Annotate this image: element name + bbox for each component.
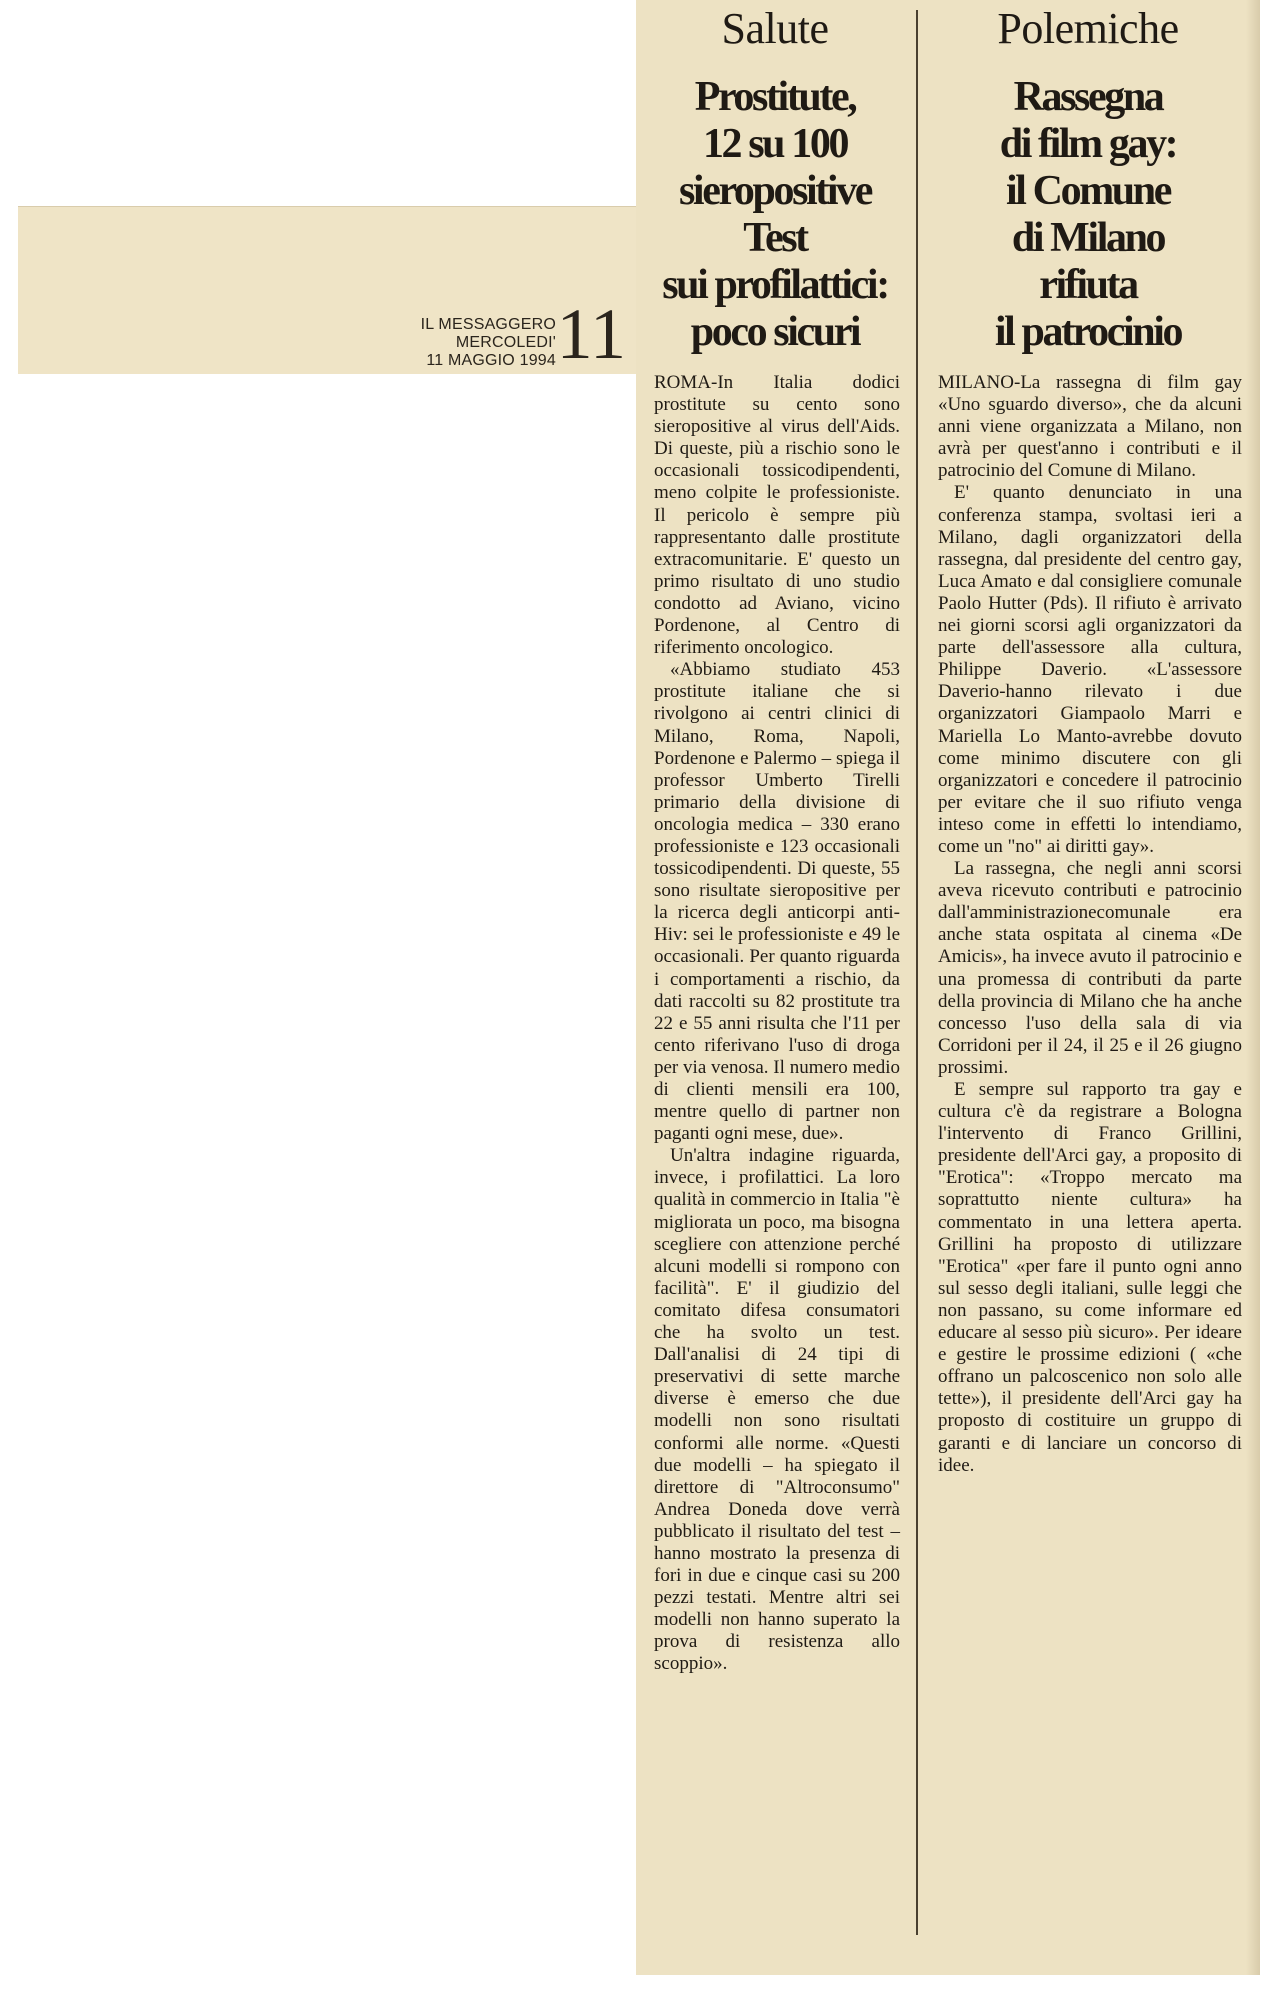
headline-line: 12 su 100: [702, 121, 848, 167]
section-label: Polemiche: [997, 4, 1179, 53]
page-number: 11: [556, 294, 626, 374]
article-body: [928, 372, 1248, 1477]
headline-line: il patrocinio: [994, 309, 1182, 355]
headline-line: Prostitute,: [694, 74, 856, 120]
article-headline: [928, 74, 1248, 372]
newspaper-name: IL MESSAGGERO: [420, 316, 556, 333]
headline-line: poco sicuri: [690, 309, 860, 355]
headline-line: di Milano: [1011, 215, 1165, 261]
headline-line: di film gay:: [999, 121, 1177, 167]
body-paragraph: ROMA-In Italia dodici prostitute su cento sono sieropositive al virus dell'Aids. Di queste, più a rischio sono le occasionali tossicodipendenti, meno colpite le professioniste. Il pericolo è sempre più rappresentanto dalle prostitute extracomunitarie. E' questo un primo risultato di uno studio condotto ad Aviano, vicino Pordenone, al Centro di riferimento oncologico.: [654, 372, 900, 659]
headline-line: il Comune: [1006, 168, 1170, 214]
article-polemiche: [928, 0, 1248, 1477]
article-headline: [644, 74, 906, 372]
issue-date: 11 MAGGIO 1994: [426, 352, 556, 369]
headline-line: Rassegna: [1013, 74, 1163, 120]
body-paragraph: Un'altra indagine riguarda, invece, i profilattici. La loro qualità in commercio in Italia "è migliorata un poco, ma bisogna scegliere con attenzione perché alcuni modelli si rompono con facilità". E' il giudizio del comitato difesa consumatori che ha svolto un test. Dall'analisi di 24 tipi di preservativi di sette marche diverse è emerso che due modelli non sono risultati conformi alle norme. «Questi due modelli – ha spiegato il direttore di "Altroconsumo" Andrea Doneda dove verrà pubblicato il risultato del test – hanno mostrato la presenza di fori in due e cinque casi su 200 pezzi testati. Mentre altri sei modelli non hanno superato la prova di resistenza allo scoppio».: [654, 1145, 900, 1675]
masthead-strip: [18, 206, 636, 374]
body-paragraph: E sempre sul rapporto tra gay e cultura c'è da registrare a Bologna l'intervento di Franco Grillini, presidente dell'Arci gay, a proposito di "Erotica": «Troppo mercato ma soprattutto niente cultura» ha commentato in una lettera aperta. Grillini ha proposto di utilizzare "Erotica" «per fare il punto ogni anno sul sesso degli italiani, sulle leggi che non passano, su come informare ed educare al sesso più sicuro». Per ideare e gestire le prossime edizioni ( «che offrano un palcoscenico non solo alle tette»), il presidente dell'Arci gay ha proposto di costituire un gruppo di garanti e di lanciare un concorso di idee.: [938, 1079, 1242, 1476]
headline-line: Test: [743, 215, 807, 261]
section-label: Salute: [721, 4, 829, 53]
column-divider: [916, 10, 918, 1935]
headline-line: sieropositive: [678, 168, 871, 214]
newspaper-clipping: [636, 0, 1260, 1975]
headline-line: sui profilattici:: [662, 262, 888, 308]
weekday: MERCOLEDI': [455, 334, 556, 351]
article-body: [644, 372, 906, 1676]
masthead-text: [421, 316, 556, 370]
article-salute: [644, 0, 906, 1676]
body-paragraph: «Abbiamo studiato 453 prostitute italiane che si rivolgono ai centri clinici di Milano, Roma, Napoli, Pordenone e Palermo – spiega il professor Umberto Tirelli primario della divisione di oncologia medica – 330 erano professioniste e 123 occasionali tossicodipendenti. Di queste, 55 sono risultate sieropositive per la ricerca degli anticorpi anti-Hiv: sei le professioniste e 49 le occasionali. Per quanto riguarda i comportamenti a rischio, da dati raccolti su 82 prostitute tra 22 e 55 anni risulta che l'11 per cento riferivano l'uso di droga per via venosa. Il numero medio di clienti mensili era 100, mentre quello di partner non paganti ogni mese, due».: [654, 659, 900, 1145]
body-paragraph: La rassegna, che negli anni scorsi aveva ricevuto contributi e patrocinio dall'amministrazionecomunale era anche stata ospitata al cinema «De Amicis», ha invece avuto il patrocinio e una promessa di contributi da parte della provincia di Milano che ha anche concesso l'uso della sala di via Corridoni per il 24, il 25 e il 26 giugno prossimi.: [938, 858, 1242, 1078]
body-paragraph: E' quanto denunciato in una conferenza stampa, svoltasi ieri a Milano, dagli organizzatori della rassegna, dal presidente del centro gay, Luca Amato e dal consigliere comunale Paolo Hutter (Pds). Il rifiuto è arrivato nei giorni scorsi agli organizzatori da parte dell'assessore alla cultura, Philippe Daverio. «L'assessore Daverio-hanno rilevato i due organizzatori Giampaolo Marri e Mariella Lo Manto-avrebbe dovuto come minimo discutere con gli organizzatori e concedere il patrocinio per evitare che il suo rifiuto venga inteso come in effetti lo intendiamo, come un "no" ai diritti gay».: [938, 482, 1242, 857]
headline-line: rifiuta: [1039, 262, 1137, 308]
body-paragraph: MILANO-La rassegna di film gay «Uno sguardo diverso», che da alcuni anni viene organizzata a Milano, non avrà per quest'anno i contributi e il patrocinio del Comune di Milano.: [938, 372, 1242, 482]
